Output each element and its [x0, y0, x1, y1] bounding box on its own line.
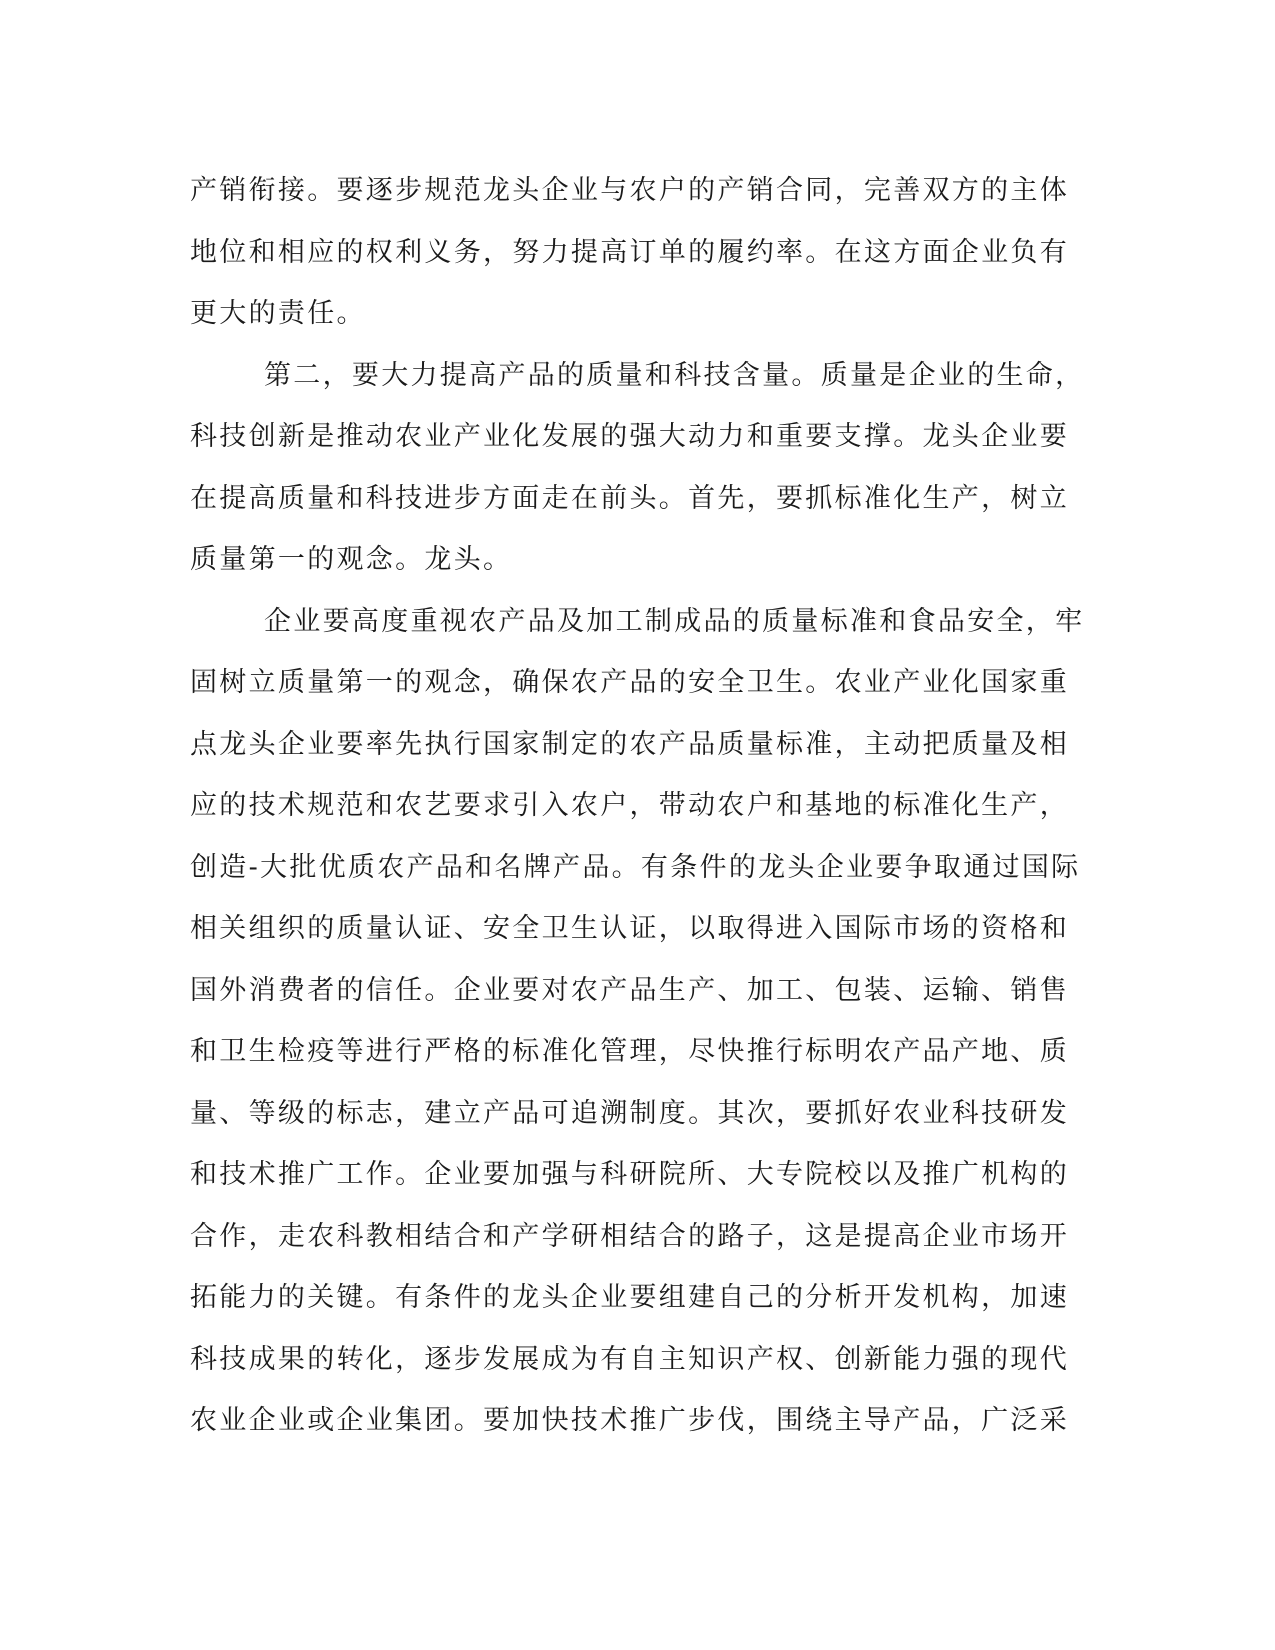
text-line: 拓能力的关键。有条件的龙头企业要组建自己的分析开发机构，加速: [190, 1282, 1069, 1313]
text-line: 应的技术规范和农艺要求引入农户，带动农户和基地的标准化生产，: [190, 790, 1069, 821]
paragraph-start-line: 第二，要大力提高产品的质量和科技含量。质量是企业的生命，: [264, 359, 1085, 391]
text-line: 创造-大批优质农产品和名牌产品。有条件的龙头企业要争取通过国际: [190, 851, 1081, 883]
text-line: 质量第一的观念。龙头。: [190, 544, 513, 575]
text-line: 产销衔接。要逐步规范龙头企业与农户的产销合同，完善双方的主体: [190, 175, 1069, 206]
text-line: 科技成果的转化，逐步发展成为有自主知识产权、创新能力强的现代: [190, 1343, 1069, 1375]
text-line: 量、等级的标志，建立产品可追溯制度。其次，要抓好农业科技研发: [190, 1097, 1069, 1129]
text-line: 和卫生检疫等进行严格的标准化管理，尽快推行标明农产品产地、质: [190, 1036, 1069, 1067]
text-line: 地位和相应的权利义务，努力提高订单的履约率。在这方面企业负有: [190, 236, 1069, 268]
text-line: 国外消费者的信任。企业要对农产品生产、加工、包装、运输、销售: [190, 974, 1069, 1006]
text-line: 和技术推广工作。企业要加强与科研院所、大专院校以及推广机构的: [190, 1159, 1069, 1190]
paragraph-start-line: 企业要高度重视农产品及加工制成品的质量标准和食品安全，牢: [264, 605, 1085, 637]
text-line: 农业企业或企业集团。要加快技术推广步伐，围绕主导产品，广泛采: [190, 1405, 1069, 1436]
text-line: 在提高质量和科技进步方面走在前头。首先，要抓标准化生产，树立: [190, 482, 1069, 514]
text-line: 更大的责任。: [190, 298, 366, 329]
text-line: 固树立质量第一的观念，确保农产品的安全卫生。农业产业化国家重: [190, 667, 1069, 698]
text-line: 点龙头企业要率先执行国家制定的农产品质量标准，主动把质量及相: [190, 728, 1069, 760]
text-line: 科技创新是推动农业产业化发展的强大动力和重要支撑。龙头企业要: [190, 421, 1069, 452]
text-line: 合作，走农科教相结合和产学研相结合的路子，这是提高企业市场开: [190, 1220, 1069, 1252]
body-text: [190, 160, 1085, 1452]
text-line: 相关组织的质量认证、安全卫生认证，以取得进入国际市场的资格和: [190, 913, 1069, 944]
